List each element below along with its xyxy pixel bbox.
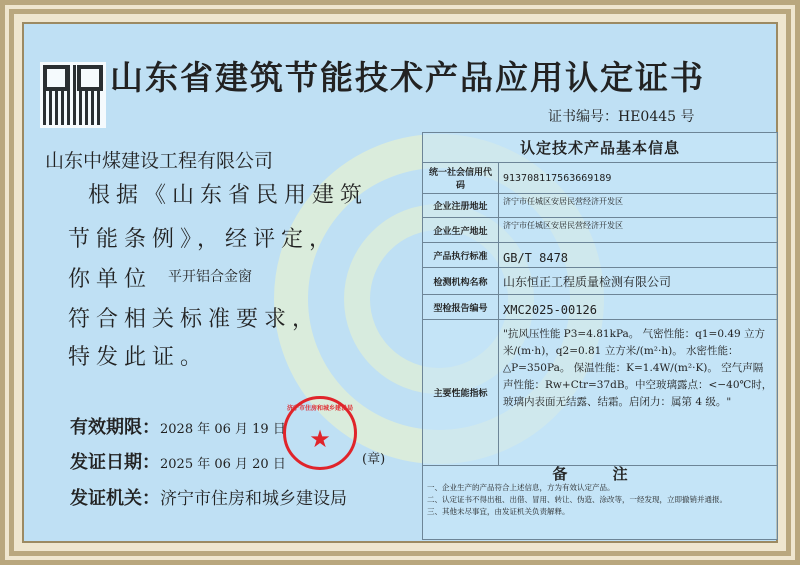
body-line-4: 符合相关标准要求， <box>68 307 321 332</box>
row-value: XMC2025-00126 <box>499 295 778 320</box>
product-name: 平开铝合金窗 <box>168 269 252 285</box>
row-value: 济宁市任城区安居民营经济开发区 <box>499 194 778 218</box>
row-label: 型检报告编号 <box>423 295 499 320</box>
table-row <box>423 218 778 243</box>
issuer-value: 济宁市住房和城乡建设局 <box>160 489 347 509</box>
row-label: 企业生产地址 <box>423 218 499 243</box>
issue-date-value: 2025 年 06 月 20 日 <box>160 457 286 472</box>
note-item: 三、其他未尽事宜，由发证机关负责解释。 <box>427 507 570 516</box>
certificate-title: 山东省建筑节能技术产品应用认定证书 <box>110 58 705 97</box>
row-label: 主要性能指标 <box>423 320 499 466</box>
row-label: 统一社会信用代码 <box>423 163 499 194</box>
table-row <box>423 295 778 320</box>
official-seal <box>283 396 357 470</box>
body-line-5: 特发此证。 <box>68 345 209 370</box>
row-label: 企业注册地址 <box>423 194 499 218</box>
table-row <box>423 268 778 295</box>
row-label: 检测机构名称 <box>423 268 499 295</box>
validity-value: 2028 年 06 月 19 日 <box>160 422 286 437</box>
table-row <box>423 163 778 194</box>
row-value: 山东恒正工程质量检测有限公司 <box>499 268 778 295</box>
row-value: 济宁市任城区安居民营经济开发区 <box>499 218 778 243</box>
body-line-3: 你单位 <box>68 267 153 292</box>
info-table <box>422 132 778 540</box>
certificate-number: 证书编号：HE0445 号 <box>548 109 695 125</box>
note-item: 一、企业生产的产品符合上述信息，方为有效认定产品。 <box>427 483 615 492</box>
validity-row <box>70 413 286 439</box>
row-value: 913708117563669189 <box>499 163 778 194</box>
table-row <box>423 194 778 218</box>
qr-code <box>40 62 106 128</box>
note-item: 二、认定证书不得出租、出借、冒用、转让、伪造、涂改等，一经发现，立即撤销并通报。 <box>427 495 727 504</box>
validity-label: 有效期限： <box>70 417 160 438</box>
row-value: GB/T 8478 <box>499 243 778 268</box>
issue-date-label: 发证日期： <box>70 452 160 473</box>
row-value: "抗风压性能 P3=4.81kPa。 气密性能：q1=0.49 立方米/(m·h)，q2=0.81 立方米/(m²·h)。 水密性能：△P=350Pa。 保温性能：K=1.4W/(m²·K)。 空气声隔声性能：Rw+Ctr=37dB。中空玻璃露点：<−40℃时，玻璃内表面无结露、结霜。启闭力：属第 4 级。" <box>499 320 778 466</box>
body-line-1: 根据《山东省民用建筑 <box>88 183 369 208</box>
issuer-row <box>70 484 347 510</box>
notes-section <box>423 466 778 540</box>
info-table-heading: 认定技术产品基本信息 <box>423 133 778 163</box>
notes-title: 备 注 <box>552 465 648 483</box>
body-line-2: 节能条例》，经评定， <box>68 227 338 252</box>
table-row <box>423 320 778 466</box>
company-name: 山东中煤建设工程有限公司 <box>45 150 274 172</box>
issue-date-row <box>70 448 286 474</box>
seal-mark: (章) <box>362 452 386 467</box>
table-row <box>423 243 778 268</box>
issuer-label: 发证机关： <box>70 488 160 509</box>
seal-text: 济宁市住房和城乡建设局 <box>286 405 353 412</box>
row-label: 产品执行标准 <box>423 243 499 268</box>
star-icon: ★ <box>309 425 331 453</box>
